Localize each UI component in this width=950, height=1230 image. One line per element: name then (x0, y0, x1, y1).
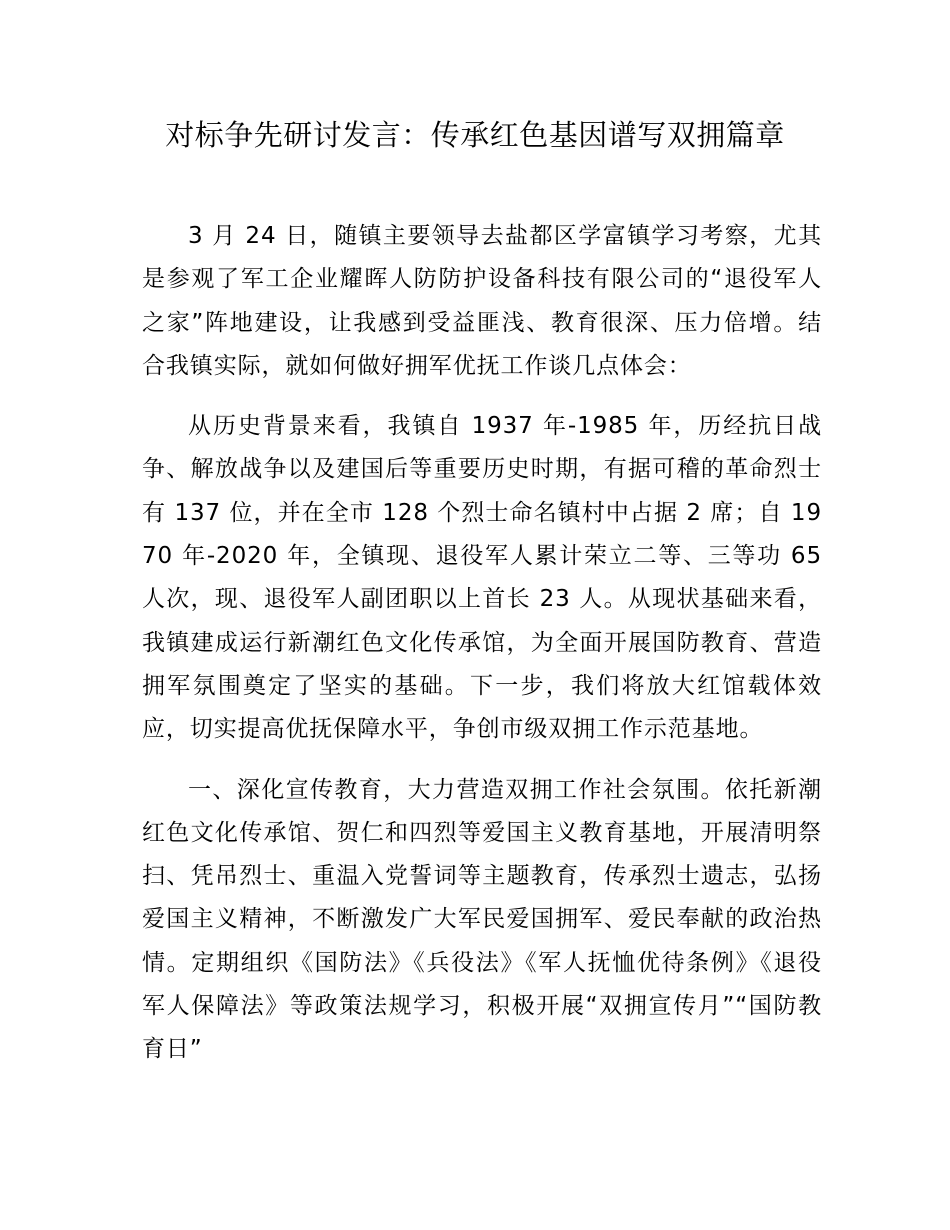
document-body (142, 215, 822, 1089)
paragraph-point-one: 一、深化宣传教育，大力营造双拥工作社会氛围。依托新潮红色文化传承馆、贺仁和四烈等爱国主义教育基地，开展清明祭扫、凭吊烈士、重温入党誓词等主题教育，传承烈士遗志，弘扬爱国主义精神，不断激发广大军民爱国拥军、爱民奉献的政治热情。定期组织《国防法》《兵役法》《军人抚恤优待条例》《退役军人保障法》等政策法规学习，积极开展“双拥宣传月”“国防教育日” (142, 776, 822, 1063)
paragraph-history: 从历史背景来看，我镇自 1937 年-1985 年，历经抗日战争、解放战争以及建国后等重要历史时期，有据可稽的革命烈士有 137 位，并在全市 128 个烈士命名镇村中占据 2 席；自 1970 年-2020 年，全镇现、退役军人累计荣立二等、三等功 65 人次，现、退役军人副团职以上首长 23 人。从现状基础来看，我镇建成运行新潮红色文化传承馆，为全面开展国防教育、营造拥军氛围奠定了坚实的基础。下一步，我们将放大红馆载体效应，切实提高优抚保障水平，争创市级双拥工作示范基地。 (142, 413, 822, 743)
paragraph-intro: 3 月 24 日，随镇主要领导去盐都区学富镇学习考察，尤其是参观了军工企业耀晖人防防护设备科技有限公司的“退役军人之家”阵地建设，让我感到受益匪浅、教育很深、压力倍增。结合我镇实际，就如何做好拥军优抚工作谈几点体会： (142, 223, 822, 379)
document-title: 对标争先研讨发言：传承红色基因谱写双拥篇章 (165, 118, 785, 152)
